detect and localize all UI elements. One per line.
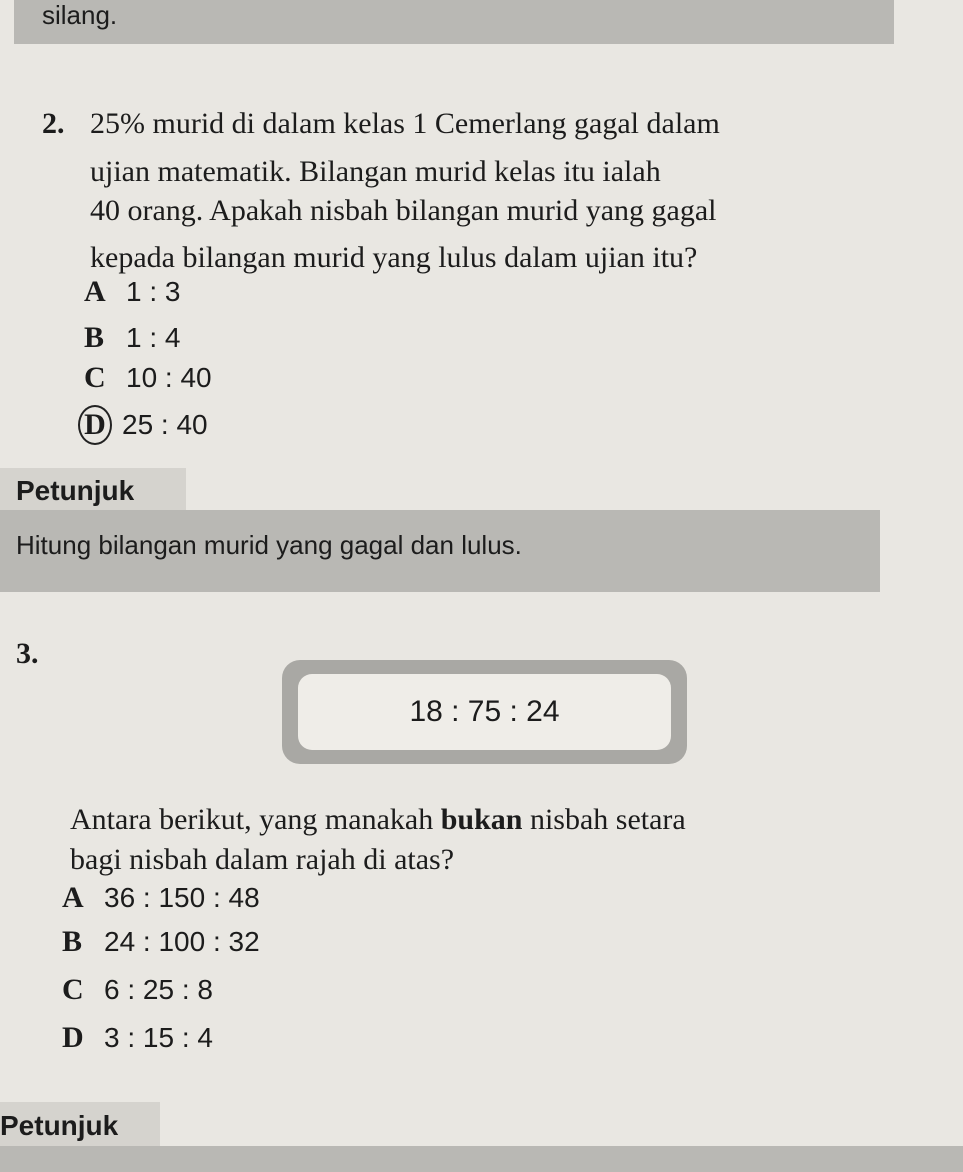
q2-option-b[interactable]: [84, 316, 180, 360]
option-value: 6 : 25 : 8: [104, 974, 213, 1005]
ratio-value: 18 : 75 : 24: [298, 674, 671, 750]
option-letter: A: [62, 881, 84, 914]
question-3-keyword-bukan: bukan: [440, 803, 523, 836]
option-value: 25 : 40: [122, 409, 208, 440]
option-value: 3 : 15 : 4: [104, 1022, 213, 1053]
header-text: silang.: [42, 0, 118, 30]
hint-1-title: Petunjuk: [16, 475, 135, 506]
question-3-line-2: bagi nisbah dalam rajah di atas?: [70, 843, 455, 876]
option-letter: C: [84, 361, 106, 394]
option-letter: D: [62, 1021, 84, 1054]
q3-option-d[interactable]: [62, 1016, 213, 1060]
hint-2-band: [0, 1146, 963, 1172]
option-letter: C: [62, 973, 84, 1006]
option-letter: B: [62, 925, 83, 958]
question-2-line-2: ujian matematik. Bilangan murid kelas itu ialah: [90, 155, 661, 188]
question-3-line-1-post: nisbah setara: [522, 803, 686, 836]
question-2-line-1: 25% murid di dalam kelas 1 Cemerlang gagal dalam: [90, 107, 720, 140]
header-band: [14, 0, 894, 44]
ratio-diagram: [282, 660, 687, 764]
q3-option-a[interactable]: [62, 876, 260, 920]
option-value: 1 : 4: [126, 322, 181, 353]
option-value: 24 : 100 : 32: [104, 926, 260, 957]
q2-option-c[interactable]: [84, 356, 212, 400]
q3-option-c[interactable]: [62, 968, 213, 1012]
hint-1-text: Hitung bilangan murid yang gagal dan lulus.: [16, 530, 522, 560]
question-3-number: 3.: [16, 637, 39, 670]
question-2-line-3: 40 orang. Apakah nisbah bilangan murid yang gagal: [90, 194, 717, 227]
question-2-line-4: kepada bilangan murid yang lulus dalam ujian itu?: [90, 241, 698, 274]
option-value: 36 : 150 : 48: [104, 882, 260, 913]
option-letter: A: [84, 275, 106, 308]
hint-2-title: Petunjuk: [0, 1110, 119, 1141]
question-2-number: 2.: [42, 107, 65, 140]
circled-answer-marker: D: [78, 405, 112, 445]
option-letter: B: [84, 321, 105, 354]
q2-option-a[interactable]: [84, 270, 180, 314]
q3-option-b[interactable]: [62, 920, 260, 964]
q2-option-d[interactable]: [84, 403, 208, 447]
option-value: 1 : 3: [126, 276, 181, 307]
option-value: 10 : 40: [126, 362, 212, 393]
question-3-line-1-pre: Antara berikut, yang manakah: [70, 803, 441, 836]
